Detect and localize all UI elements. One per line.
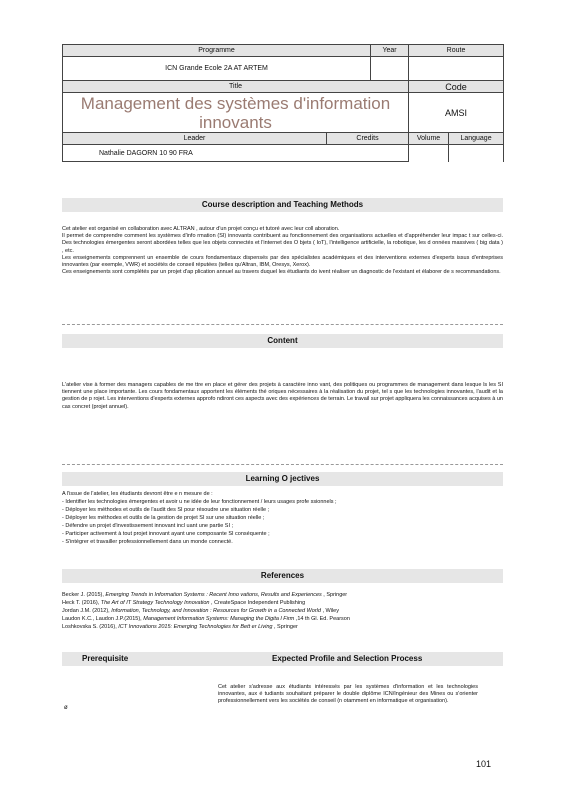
expected-profile-heading: Expected Profile and Selection Process [272,654,423,663]
programme-value: ICN Grande Ecole 2A AT ARTEM [63,57,371,81]
volume-value [409,145,449,162]
prerequisite-value: ø [64,705,68,711]
year-label: Year [371,45,409,57]
course-header-table [62,44,504,162]
credits-label: Credits [327,133,409,145]
section-content: Content [62,334,503,348]
objective-item: - Identifier les technologies émergentes et avoir u ne idée de leur fonctionnement / leurs usages profe ssionnels ; [62,499,337,505]
course-paragraph: Les enseignements comprennent un ensemble de cours fondamentaux dispensés par des spécialistes académiques et des interventions externes d'experts issus d'entreprises innovantes (par exemple, VWR) et sociétés de conseil réputées (telles qu'Altran, IBM, Oresys, Xerox). [62,254,503,269]
reference-item: Heck T. (2016), The Art of IT Strategy Technology Innovation , CreateSpace Independent Publishing [62,600,306,606]
section-prerequisite-profile [62,652,503,666]
title-label: Title [63,81,409,93]
volume-label: Volume [409,133,449,145]
content-text: L'atelier vise à former des managers capables de me ttre en place et gérer des projets à caractère inno vant, des politiques ou programmes de management dans lesque ls les SI tiennent une place importante. Les cours fondamentaux apportent les éléments thé oriques nécessaires à la réalisation du projet, tel s que les technologies innovantes, l'audit et la gestion de p rojet. Les interventions d'experts externes approfo ndiront ces aspects avec des expériences de terrain. Le travail sur projet appliquera les connaissances acquises à un cas concret (projet annuel). [62,382,503,410]
course-description-text [62,226,503,276]
section-references: References [62,569,503,583]
objective-item: - Déployer les méthodes et outils de l'audit des SI pour résoudre une situation réelle ; [62,507,270,513]
course-paragraph: Il permet de comprendre comment les systèmes d'info rmation (SI) innovants contribuent au fonctionnement des organisations actuelles et d'appréhender leur impac t sur celles-ci. Des technologies émergentes seront abordées telles que les objets connectés et l'internet des O bjets ( IoT), l'intelligence artificielle, la robotique, les d onnées massives ( big data ) , etc. [62,233,503,254]
reference-item: Jordan J.M. (2012), Information, Technology, and Innovation : Resources for Growth in a Connected World , Wiley [62,608,339,614]
objectives-list [62,490,503,546]
objective-item: - Défendre un projet d'investissement innovant incl uant une partie SI ; [62,523,234,529]
programme-label: Programme [63,45,371,57]
references-list [62,591,503,631]
route-label: Route [409,45,504,57]
leader-label: Leader [63,133,327,145]
prerequisite-heading: Prerequisite [82,654,129,663]
route-value [409,57,504,81]
language-label: Language [449,133,504,145]
language-value [449,145,504,162]
objectives-intro: A l'issue de l'atelier, les étudiants devront être e n mesure de : [62,491,213,497]
reference-item: Laudon K.C., Laudon J.P.(2015), Management Information Systems: Managing the Digita l Firm ,14 th Gl. Ed. Pearson [62,616,350,622]
objective-item: - Déployer les méthodes et outils de la gestion de projet SI sur une situation réelle ; [62,515,265,521]
course-title: Management des systèmes d'information innovants [63,93,409,133]
profile-text: Cet atelier s'adresse aux étudiants intéressés par les systèmes d'information et les technologies innovantes, aux é tudiants souhaitant préparer le double diplôme ICN/Ingénieur des Mines ou s'orienter professionnellement vers les sociétés de conseil (n otamment en informatique et organisation). [218,684,478,705]
course-code: AMSI [409,93,504,133]
divider [62,324,503,325]
objective-item: - Participer activement à tout projet innovant ayant une composante SI conséquente ; [62,531,270,537]
objective-item: - S'intégrer et travailler professionnellement dans un monde connecté. [62,539,233,545]
year-value [371,57,409,81]
page-number: 101 [476,759,492,769]
divider [62,464,503,465]
course-paragraph: Ces enseignements sont complétés par un projet d'ap plication annuel au travers duquel les étudiants do ivent réaliser un diagnostic de l'existant et élaborer de s recommandations. [62,269,501,276]
reference-item: Becker J. (2015), Emerging Trends in Information Systems : Recent Inno vations, Results and Experiences , Springer [62,592,348,598]
code-label: Code [409,81,504,93]
section-course-description: Course description and Teaching Methods [62,198,503,212]
course-paragraph: Cet atelier est organisé en collaboration avec ALTRAN , autour d'un projet conçu et tutoré avec leur coll aboration. [62,226,340,232]
reference-item: Loshkovska S. (2016), ICT Innovations 2015: Emerging Technologies for Bett er Living , Springer [62,624,298,630]
section-learning-objectives: Learning O jectives [62,472,503,486]
leader-value: Nathalie DAGORN 10 90 FRA [63,145,409,162]
